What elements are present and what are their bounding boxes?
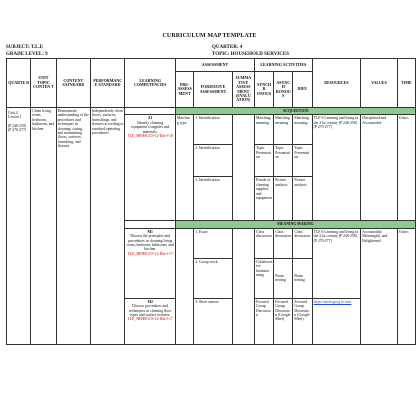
column-header-quarter: QUARTE R <box>7 59 31 108</box>
unit-topic: Clean living room, bedroom, bathroom, and kitchen <box>31 108 56 345</box>
m1-async-1: Class discussion <box>274 228 293 258</box>
column-header-content: CONTENT SATNDARD <box>56 59 90 108</box>
acquisition-spacer <box>125 108 176 115</box>
m1-async-2: Brain netting <box>274 258 293 298</box>
grade-level-label: GRADE LEVEL: 9 <box>6 52 48 57</box>
m2-diff: Focused Group Discussio n (Google Meet) <box>293 298 312 344</box>
a1-diff-3: Picture analysis <box>293 177 312 221</box>
a1-formative-3: 3. Identification <box>194 177 232 221</box>
competency-a1-label: A1 <box>147 116 153 121</box>
column-header-summative: SUMMA TIVE ASSESS MENT (EVALU ATION) <box>232 72 254 108</box>
topic-label: TOPIC: HOUSEHOLD SERVICES <box>212 52 289 57</box>
column-header-diff: DIFF. <box>293 72 312 108</box>
competency-a1-code: TLE_HEHSGC9-12-IIIa-f-18 <box>127 134 173 139</box>
a1-resources: TLE 9 Learning and living in the 21st century (P 246-258) (P 270-277) <box>312 115 361 221</box>
column-header-assessment: ASSESSMENT <box>176 59 255 72</box>
a1-sync-3: Parade of cleaning supplies and equipment <box>254 177 273 221</box>
competency-m2-text: Discuss procedures and techniques in cleaning floor types and surface textures. <box>129 304 172 318</box>
m2-sync: Focused Group Discussio n <box>254 298 273 344</box>
m1-diff-1: Class discussion <box>293 228 312 258</box>
competency-m1-label: M1 <box>147 229 153 234</box>
a1-values: Disciplined and Accountable <box>361 115 397 221</box>
column-header-resources: RESOURCES <box>312 59 361 108</box>
competency-a1-text: Identify cleaning equipment's/supplies and materials. <box>131 120 170 134</box>
a1-sync-1: Matching meaning <box>254 115 273 145</box>
unit-cell <box>7 108 31 345</box>
column-header-synchronous: SYNCHR ONOUS <box>254 72 273 108</box>
performance-standard: Independently clean floors, surfaces, furnishings, and fixtures according to standard operating procedures <box>90 108 124 345</box>
a1-sync-2: Topic Presentati on <box>254 145 273 177</box>
column-header-pre-assessment: PRE- ASSESS MENT <box>176 72 194 108</box>
meaning-spacer <box>125 221 176 228</box>
competency-a1 <box>125 115 176 221</box>
m1-resources: TLE 9 Learning and living in the 21st century (P 246-258) (P 270-277) <box>312 228 361 298</box>
content-standard: Demonstrate understanding of the procedures and techniques in cleaning, caring, and maintaining floors, surfaces, furnishing, and fixtures <box>56 108 90 345</box>
m-summative <box>232 228 254 344</box>
column-header-time: TIME <box>397 59 415 108</box>
m1-values: Accountable, Meaningful, and Enlightened <box>361 228 397 344</box>
column-header-formative: FORMATIVE ASSESSMENT <box>194 72 232 108</box>
meet-link[interactable]: https://meet.goog le.com <box>313 299 352 304</box>
a1-pre-assessment: Matchin g type <box>176 115 194 221</box>
a1-diff-1: Matching meaning <box>293 115 312 145</box>
competency-m2-code: TLE_HEHSGC9-12-IIIa-f-17 <box>127 317 173 322</box>
a1-diff-2: Topic Presentati on <box>293 145 312 177</box>
acquisition-label: ACQUISITION <box>176 108 416 115</box>
unit-pages: (P 246-258) (P 270-277) <box>8 123 27 133</box>
page-title: CURRICULUM MAP TEMPLATE <box>162 33 257 39</box>
m1-sync-2: Collaborat ive brainstor ming <box>254 258 273 298</box>
a1-formative-1: 1. Identification <box>194 115 232 145</box>
m1-formative-1: 1. Essay <box>194 228 232 258</box>
column-header-performance: PERFORMANC E STANDARD <box>90 59 124 108</box>
competency-m1-text: Discuss the principles and procedures in cleaning living room, bedroom, bathroom, and kitchen. <box>126 234 174 252</box>
header-row <box>7 59 416 72</box>
a1-formative-2: 2. Identification <box>194 145 232 177</box>
unit-lesson: Unit 4 Lesson 1 <box>8 111 22 120</box>
column-header-asynchronous: ASYNCH RONOUS <box>274 72 293 108</box>
m-pre-assessment <box>176 228 194 344</box>
curriculum-map-table <box>6 58 416 345</box>
m2-formative: 3. Short answer <box>194 298 232 344</box>
acquisition-section-row <box>7 108 416 115</box>
m2-async: Focused Group Discussio n (Google Meet) <box>274 298 293 344</box>
column-header-values: VALUES <box>361 59 397 108</box>
a1-time: 8 days <box>397 115 415 221</box>
competency-m1 <box>125 228 176 298</box>
meaning-making-label: MEANING MAKING <box>176 221 416 228</box>
column-header-unit: UNIT TOPIC CONTEN T <box>31 59 56 108</box>
competency-m2-label: M2 <box>147 299 153 304</box>
column-header-activities: LEARNING ACTIVITIES <box>254 59 312 72</box>
a1-async-2: Topic Presentati on <box>274 145 293 177</box>
m1-formative-2: 2. Group work <box>194 258 232 298</box>
column-header-competencies: LEARNING COMPETENCIES <box>125 59 176 108</box>
m1-sync-1: Class discussion <box>254 228 273 258</box>
m1-time: 8 days <box>397 228 415 344</box>
competency-m1-code: TLE_HEHSGC9-12-IIIa-f-17 <box>127 251 173 256</box>
subject-label: SUBJECT: T.L.E <box>6 45 44 50</box>
quarter-label: QUARTER: 4 <box>212 45 243 50</box>
m2-resources <box>312 298 361 344</box>
competency-m2 <box>125 298 176 344</box>
m1-diff-2: Brain netting <box>293 258 312 298</box>
a1-async-3: Picture analysis <box>274 177 293 221</box>
a1-async-1: Matching meaning <box>274 115 293 145</box>
a1-summative <box>232 115 254 221</box>
